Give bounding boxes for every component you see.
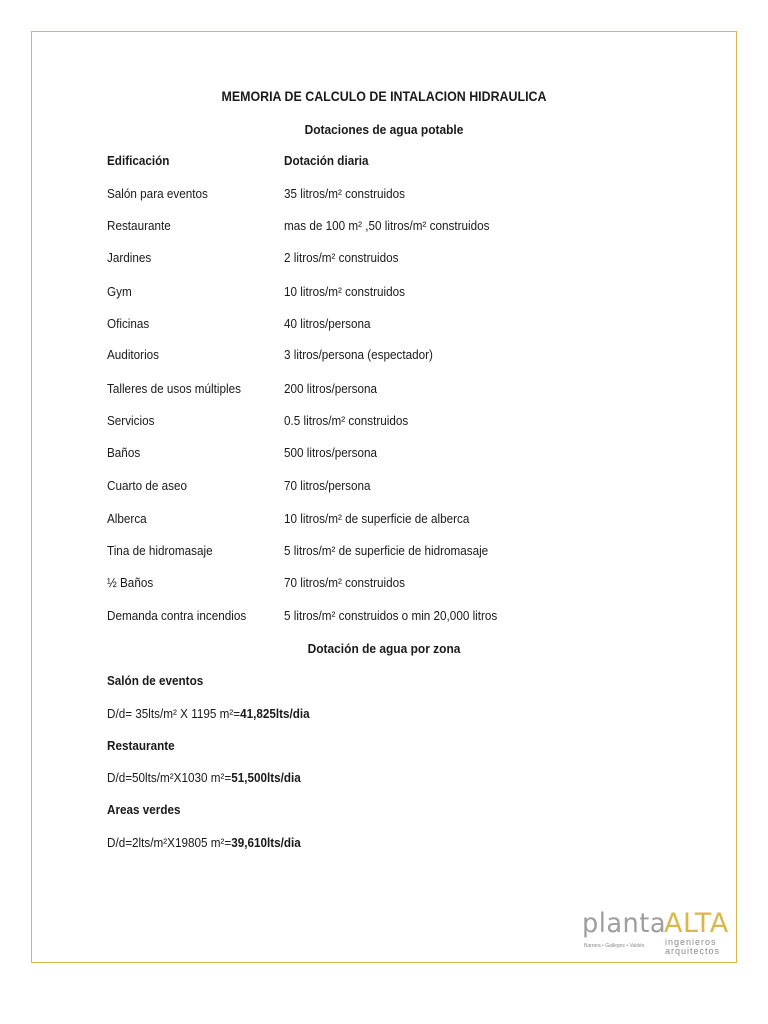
formula-text: D/d=2lts/m²X19805 m²= (107, 835, 232, 850)
subtitle-dotaciones: Dotaciones de agua potable (304, 122, 464, 137)
row-edificacion: Demanda contra incendios (107, 608, 247, 623)
row-edificacion: Servicios (107, 413, 155, 428)
row-dotacion: 5 litros/m² construidos o min 20,000 litros (284, 608, 498, 623)
row-dotacion: 0.5 litros/m² construidos (284, 413, 409, 428)
zone-heading-areas-verdes: Areas verdes (107, 802, 181, 817)
row-dotacion: 10 litros/m² de superficie de alberca (284, 511, 470, 526)
table-row (107, 250, 707, 268)
table-row (107, 218, 707, 236)
zone-formula-salon (107, 706, 310, 721)
planta-alta-logo (582, 908, 732, 956)
row-dotacion: 40 litros/persona (284, 316, 371, 331)
logo-sub-arquitectos: arquitectos (665, 946, 721, 956)
row-edificacion: ½ Baños (107, 575, 154, 590)
table-row (107, 543, 707, 561)
logo-sub-ingenieros: ingenieros (665, 937, 717, 947)
table-row (107, 575, 707, 593)
row-dotacion: 70 litros/m² construidos (284, 575, 405, 590)
row-edificacion: Restaurante (107, 218, 171, 233)
logo-word-planta: planta (582, 908, 667, 939)
table-row (107, 381, 707, 399)
row-edificacion: Baños (107, 445, 141, 460)
row-edificacion: Oficinas (107, 316, 150, 331)
row-edificacion: Talleres de usos múltiples (107, 381, 241, 396)
row-edificacion: Auditorios (107, 347, 160, 362)
row-edificacion: Tina de hidromasaje (107, 543, 213, 558)
formula-result: 51,500lts/dia (231, 770, 301, 785)
table-row (107, 347, 707, 365)
zone-heading-restaurante: Restaurante (107, 738, 175, 753)
row-edificacion: Alberca (107, 511, 147, 526)
formula-text: D/d=50lts/m²X1030 m²= (107, 770, 232, 785)
table-row (107, 413, 707, 431)
subtitle-zona: Dotación de agua por zona (307, 641, 461, 656)
formula-result: 41,825lts/dia (240, 706, 310, 721)
zone-formula-areas-verdes (107, 835, 301, 850)
table-row (107, 478, 707, 496)
table-header (107, 153, 707, 171)
header-dotacion: Dotación diaria (284, 153, 369, 168)
formula-text: D/d= 35lts/m² X 1195 m²= (107, 706, 241, 721)
table-row (107, 284, 707, 302)
formula-result: 39,610lts/dia (231, 835, 301, 850)
zone-heading-salon: Salón de eventos (107, 673, 204, 688)
row-dotacion: 10 litros/m² construidos (284, 284, 405, 299)
row-dotacion: 70 litros/persona (284, 478, 371, 493)
row-dotacion: mas de 100 m² ,50 litros/m² construidos (284, 218, 490, 233)
row-edificacion: Salón para eventos (107, 186, 208, 201)
table-row (107, 608, 707, 626)
table-row (107, 316, 707, 334)
row-edificacion: Jardines (107, 250, 152, 265)
row-dotacion: 2 litros/m² construidos (284, 250, 399, 265)
row-edificacion: Cuarto de aseo (107, 478, 188, 493)
row-dotacion: 3 litros/persona (espectador) (284, 347, 433, 362)
row-edificacion: Gym (107, 284, 132, 299)
logo-word-alta: ALTA (664, 908, 729, 939)
header-edificacion: Edificación (107, 153, 170, 168)
table-row (107, 186, 707, 204)
row-dotacion: 200 litros/persona (284, 381, 378, 396)
document-title: MEMORIA DE CALCULO DE INTALACION HIDRAULICA (221, 89, 547, 104)
row-dotacion: 500 litros/persona (284, 445, 378, 460)
row-dotacion: 5 litros/m² de superficie de hidromasaje (284, 543, 489, 558)
table-row (107, 445, 707, 463)
logo-tagline: Barrera • Gallegos • Valdés (584, 943, 645, 949)
row-dotacion: 35 litros/m² construidos (284, 186, 405, 201)
table-row (107, 511, 707, 529)
zone-formula-restaurante (107, 770, 301, 785)
